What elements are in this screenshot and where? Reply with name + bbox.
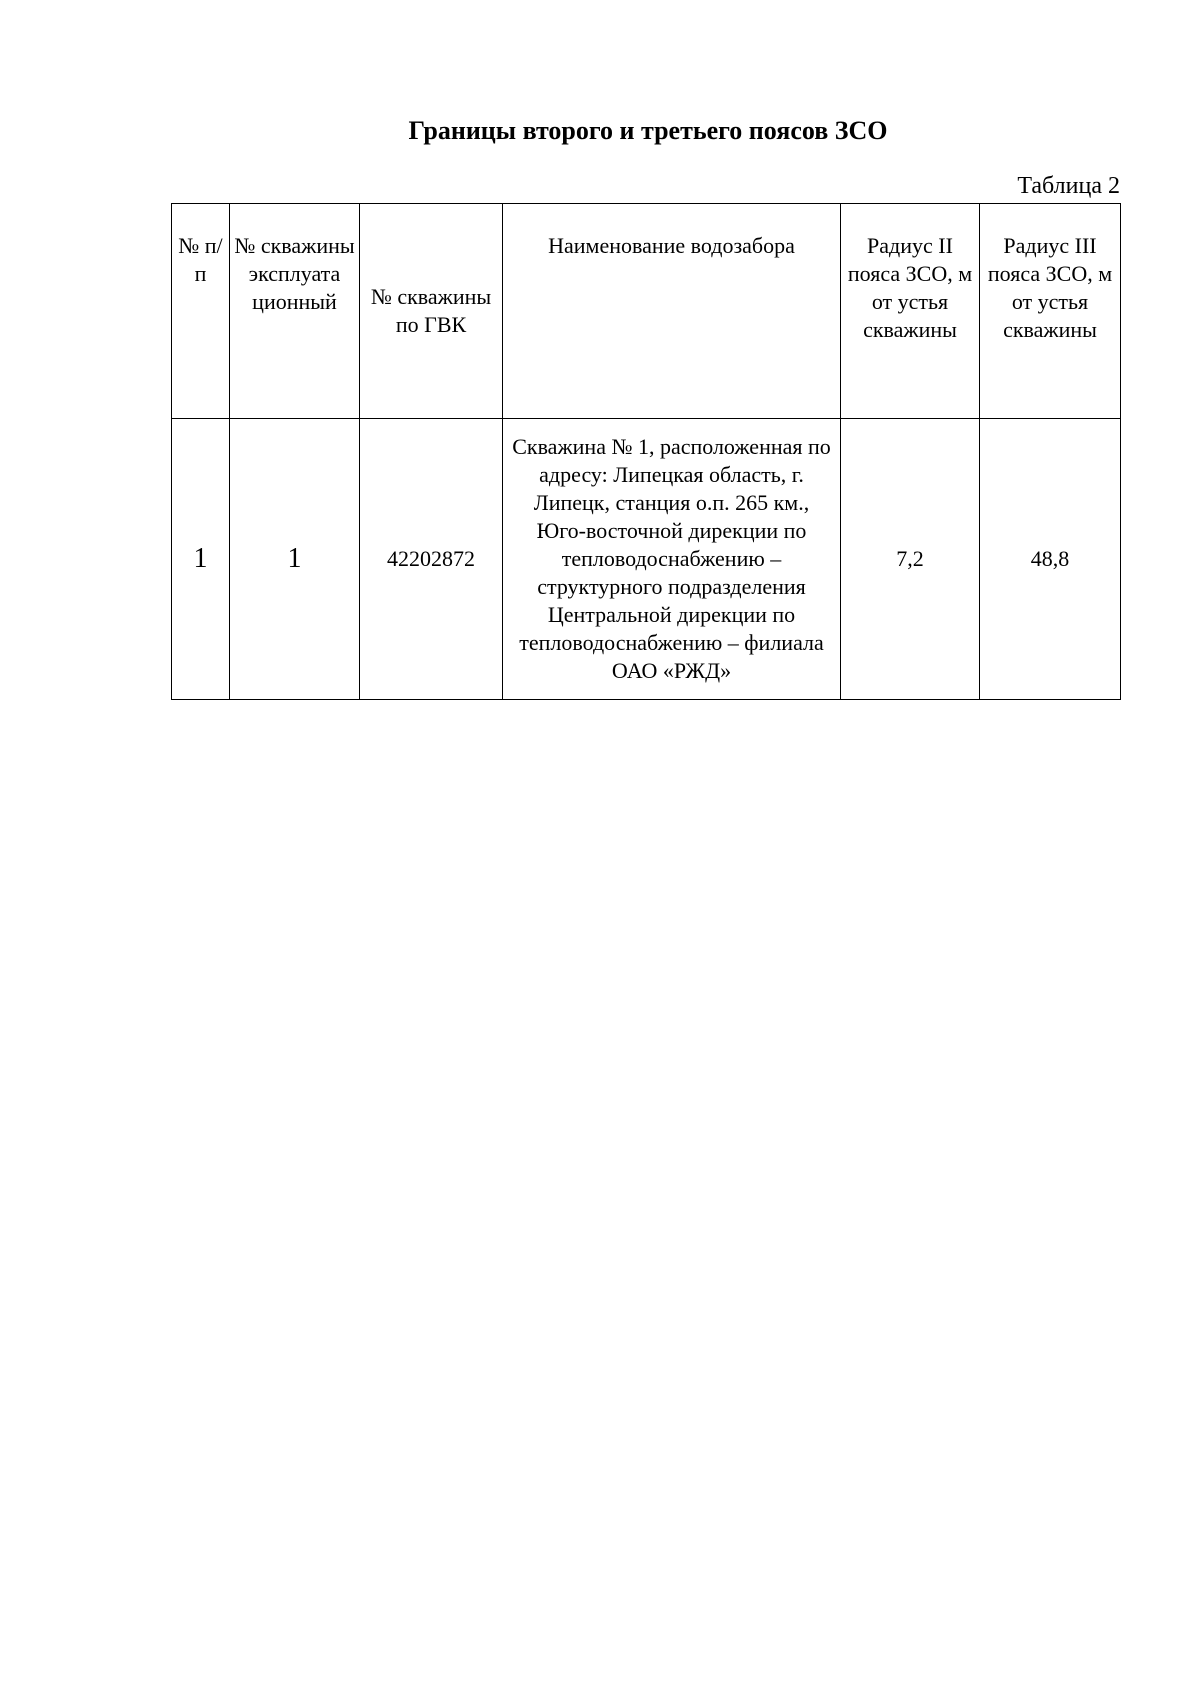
table-header-row: [172, 204, 1121, 419]
cell-well-operational: 1: [230, 419, 360, 700]
header-intake-name: Наименование водозабора: [503, 204, 841, 419]
cell-radius-zone-3: 48,8: [980, 419, 1121, 700]
header-radius-zone-2: Радиус II пояса ЗСО, м от устья скважины: [841, 204, 980, 419]
cell-row-number: 1: [172, 419, 230, 700]
document-title: Границы второго и третьего поясов ЗСО: [408, 116, 888, 145]
header-well-gvk: № скважины по ГВК: [360, 204, 503, 419]
cell-well-gvk: 42202872: [360, 419, 503, 700]
header-well-operational: № скважины эксплуата ционный: [230, 204, 360, 419]
header-row-number: № п/п: [172, 204, 230, 419]
cell-radius-zone-2: 7,2: [841, 419, 980, 700]
zones-table: [171, 203, 1121, 700]
cell-intake-name: Скважина № 1, расположенная по адресу: Липецкая область, г. Липецк, станция о.п. 265 км., Юго-восточной дирекции по тепловодоснабжению – структурного подразделения Центральной дирекции по тепловодоснабжению – филиала ОАО «РЖД»: [503, 419, 841, 700]
table-caption: Таблица 2: [1017, 173, 1120, 199]
header-radius-zone-3: Радиус III пояса ЗСО, м от устья скважины: [980, 204, 1121, 419]
table-row: [172, 419, 1121, 700]
